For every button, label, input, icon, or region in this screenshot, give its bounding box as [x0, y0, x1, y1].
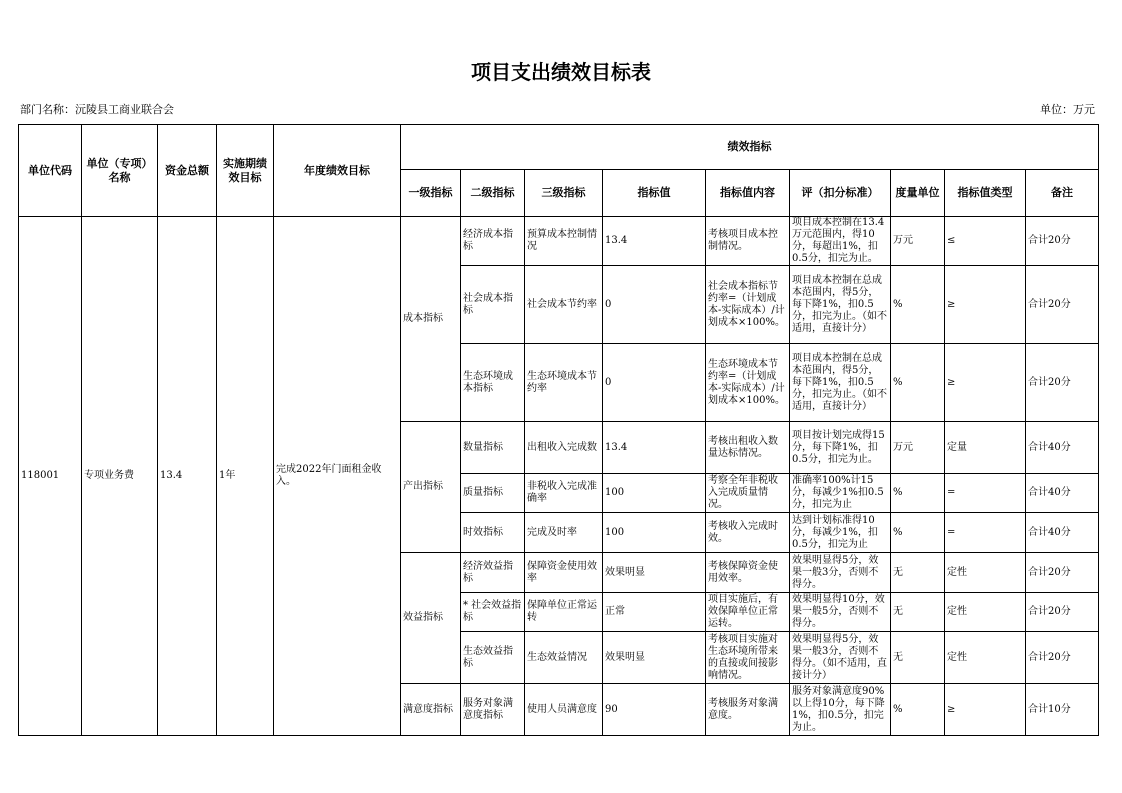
level2-cell: 质量指标 [461, 474, 525, 513]
scoring-cell: 效果明显得5分，效果一般3分，否则不得分。（如不适用，直接计分） [790, 632, 891, 684]
remark-cell: 合计20分 [1026, 344, 1099, 422]
measure-cell: 无 [891, 593, 945, 632]
header-annual-target: 年度绩效目标 [274, 125, 401, 217]
header-indicators: 绩效指标 [401, 125, 1099, 170]
level3-cell: 生态效益情况 [525, 632, 603, 684]
level1-cell: 成本指标 [401, 217, 461, 422]
scoring-cell: 达到计划标准得10分，每减少1%，扣0.5分，扣完为止 [790, 513, 891, 553]
type-cell: 定量 [945, 422, 1026, 474]
performance-target-table [18, 124, 1099, 736]
content-cell: 考核收入完成时效。 [706, 513, 790, 553]
page-title: 项目支出绩效目标表 [471, 60, 651, 84]
remark-cell: 合计20分 [1026, 632, 1099, 684]
content-cell: 考察全年非税收入完成质量情况。 [706, 474, 790, 513]
content-cell: 生态环境成本节约率=（计划成本-实际成本）/计划成本×100%。 [706, 344, 790, 422]
measure-cell: 无 [891, 553, 945, 593]
level3-cell: 预算成本控制情况 [525, 217, 603, 266]
header-total-funds: 资金总额 [158, 125, 217, 217]
measure-cell: 万元 [891, 422, 945, 474]
remark-cell: 合计20分 [1026, 553, 1099, 593]
level3-cell: 社会成本节约率 [525, 266, 603, 344]
header-measure-unit: 度量单位 [891, 170, 945, 217]
type-cell: ≥ [945, 684, 1026, 736]
level1-cell: 效益指标 [401, 553, 461, 684]
measure-cell: % [891, 266, 945, 344]
value-cell: 正常 [603, 593, 706, 632]
measure-cell: % [891, 474, 945, 513]
level3-cell: 出租收入完成数 [525, 422, 603, 474]
header-level3: 三级指标 [525, 170, 603, 217]
value-cell: 效果明显 [603, 553, 706, 593]
content-cell: 考核项目成本控制情况。 [706, 217, 790, 266]
scoring-cell: 效果明显得10分，效果一般5分，否则不得分。 [790, 593, 891, 632]
remark-cell: 合计20分 [1026, 593, 1099, 632]
project-period: 1年 [217, 217, 274, 736]
type-cell: ≥ [945, 344, 1026, 422]
level2-cell: 社会成本指标 [461, 266, 525, 344]
scoring-cell: 准确率100%计15分，每减少1%扣0.5分，扣完为止 [790, 474, 891, 513]
scoring-cell: 服务对象满意度90%以上得10分，每下降1%，扣0.5分，扣完为止。 [790, 684, 891, 736]
remark-cell: 合计20分 [1026, 266, 1099, 344]
level3-cell: 生态环境成本节约率 [525, 344, 603, 422]
header-scoring: 评（扣分标准） [790, 170, 891, 217]
level3-cell: 保障资金使用效率 [525, 553, 603, 593]
content-cell: 考核服务对象满意度。 [706, 684, 790, 736]
header-unit-code: 单位代码 [19, 125, 82, 217]
scoring-cell: 效果明显得5分，效果一般3分，否则不得分。 [790, 553, 891, 593]
header-value: 指标值 [603, 170, 706, 217]
measure-cell: 万元 [891, 217, 945, 266]
level3-cell: 非税收入完成准确率 [525, 474, 603, 513]
project-funds: 13.4 [158, 217, 217, 736]
level2-cell: 时效指标 [461, 513, 525, 553]
header-level2: 二级指标 [461, 170, 525, 217]
remark-cell: 合计40分 [1026, 513, 1099, 553]
header-period-target: 实施期绩效目标 [217, 125, 274, 217]
header-content: 指标值内容 [706, 170, 790, 217]
measure-cell: 无 [891, 632, 945, 684]
project-annual-target: 完成2022年门面租金收入。 [274, 217, 401, 736]
type-cell: = [945, 513, 1026, 553]
value-cell: 90 [603, 684, 706, 736]
department-name: 部门名称：沅陵县工商业联合会 [20, 103, 174, 116]
value-cell: 13.4 [603, 422, 706, 474]
measure-cell: % [891, 344, 945, 422]
type-cell: 定性 [945, 593, 1026, 632]
value-cell: 0 [603, 266, 706, 344]
scoring-cell: 项目成本控制在总成本范围内，得5分，每下降1%，扣0.5分，扣完为止。（如不适用，直接计分） [790, 344, 891, 422]
level1-cell: 产出指标 [401, 422, 461, 553]
content-cell: 考核出租收入数量达标情况。 [706, 422, 790, 474]
type-cell: 定性 [945, 632, 1026, 684]
value-cell: 13.4 [603, 217, 706, 266]
value-cell: 0 [603, 344, 706, 422]
header-level1: 一级指标 [401, 170, 461, 217]
header-value-type: 指标值类型 [945, 170, 1026, 217]
type-cell: ≥ [945, 266, 1026, 344]
level3-cell: 使用人员满意度 [525, 684, 603, 736]
project-code: 118001 [19, 217, 82, 736]
level2-cell: 服务对象满意度指标 [461, 684, 525, 736]
measure-cell: % [891, 513, 945, 553]
scoring-cell: 项目成本控制在13.4万元范围内，得10分，每超出1%，扣0.5分，扣完为止。 [790, 217, 891, 266]
scoring-cell: 项目成本控制在总成本范围内，得5分，每下降1%，扣0.5分，扣完为止。（如不适用，直接计分） [790, 266, 891, 344]
scoring-cell: 项目按计划完成得15分，每下降1%，扣0.5分，扣完为止。 [790, 422, 891, 474]
project-name: 专项业务费 [82, 217, 158, 736]
content-cell: 社会成本指标节约率=（计划成本-实际成本）/计划成本×100%。 [706, 266, 790, 344]
type-cell: 定性 [945, 553, 1026, 593]
level2-cell: 经济成本指标 [461, 217, 525, 266]
measure-cell: % [891, 684, 945, 736]
content-cell: 考核项目实施对生态环境所带来的直接或间接影响情况。 [706, 632, 790, 684]
value-cell: 100 [603, 474, 706, 513]
header-remark: 备注 [1026, 170, 1099, 217]
content-cell: 考核保障资金使用效率。 [706, 553, 790, 593]
level2-cell: * 社会效益指标 [461, 593, 525, 632]
level2-cell: 生态环境成本指标 [461, 344, 525, 422]
type-cell: ≤ [945, 217, 1026, 266]
level2-cell: 经济效益指标 [461, 553, 525, 593]
table-row [19, 217, 1099, 266]
remark-cell: 合计20分 [1026, 217, 1099, 266]
content-cell: 项目实施后，有效保障单位正常运转。 [706, 593, 790, 632]
value-cell: 效果明显 [603, 632, 706, 684]
type-cell: = [945, 474, 1026, 513]
level2-cell: 生态效益指标 [461, 632, 525, 684]
remark-cell: 合计10分 [1026, 684, 1099, 736]
level3-cell: 完成及时率 [525, 513, 603, 553]
level2-cell: 数量指标 [461, 422, 525, 474]
level3-cell: 保障单位正常运转 [525, 593, 603, 632]
value-cell: 100 [603, 513, 706, 553]
remark-cell: 合计40分 [1026, 474, 1099, 513]
remark-cell: 合计40分 [1026, 422, 1099, 474]
header-unit-name: 单位（专项）名称 [82, 125, 158, 217]
currency-unit: 单位：万元 [1040, 103, 1095, 116]
level1-cell: 满意度指标 [401, 684, 461, 736]
